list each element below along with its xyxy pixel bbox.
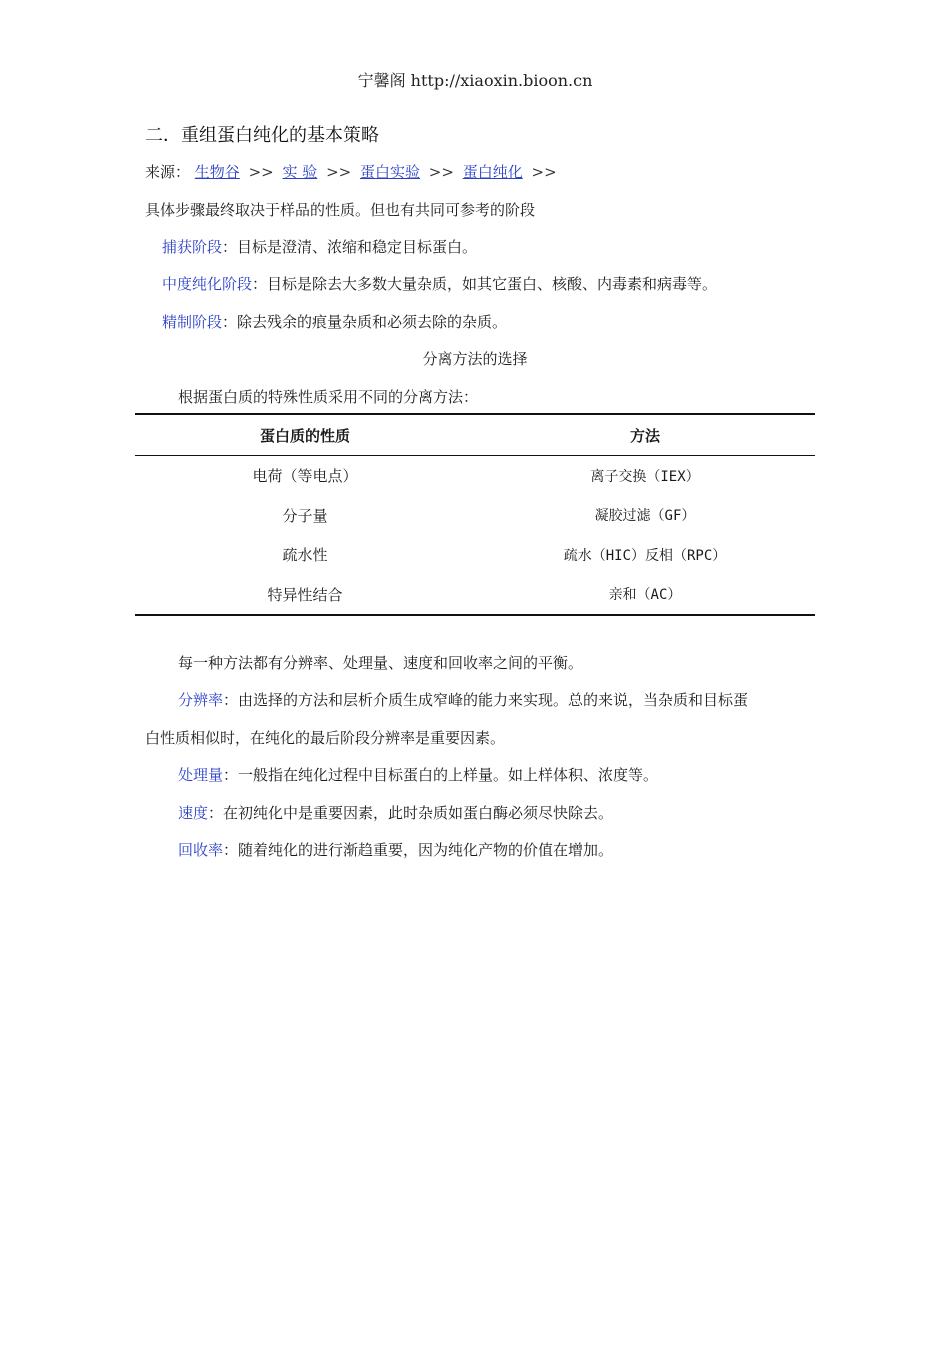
property-cell: 分子量 <box>282 506 328 525</box>
property-cell: 疏水性 <box>282 546 328 565</box>
stage-text: ：目标是澄清、浓缩和稳定目标蛋白。 <box>222 238 478 256</box>
speed-text: ：在初纯化中是重要因素，此时杂质如蛋白酶必须尽快除去。 <box>208 804 614 822</box>
recovery-term: 回收率 <box>178 841 224 859</box>
property-cell: 电荷（等电点） <box>252 467 358 486</box>
method-cell: 离子交换（IEX） <box>590 468 700 485</box>
resolution-continued: 白性质相似时，在纯化的最后阶段分辨率是重要因素。 <box>145 729 506 747</box>
table-row <box>135 575 815 616</box>
stage-capture <box>162 236 477 257</box>
source-label: 来源： <box>145 163 191 181</box>
resolution-paragraph <box>178 689 748 710</box>
section-title: 二．重组蛋白纯化的基本策略 <box>145 125 379 146</box>
breadcrumb-separator: >> <box>428 163 454 181</box>
stage-term: 捕获阶段 <box>162 238 223 256</box>
table-row <box>135 496 815 536</box>
source-breadcrumb <box>145 161 561 182</box>
balance-text: 每一种方法都有分辨率、处理量、速度和回收率之间的平衡。 <box>178 654 584 672</box>
stage-text: ：目标是除去大多数大量杂质，如其它蛋白、核酸、内毒素和病毒等。 <box>252 275 718 293</box>
section-heading: 分离方法的选择 <box>422 350 528 368</box>
stage-intermediate <box>162 273 717 294</box>
table-header-row <box>135 414 815 456</box>
stage-term: 中度纯化阶段 <box>162 275 253 293</box>
intro-text: 具体步骤最终取决于样品的性质。但也有共同可参考的阶段 <box>145 201 536 219</box>
breadcrumb-link-protein-purification[interactable]: 蛋白纯化 <box>462 163 523 181</box>
column-header-method: 方法 <box>475 414 815 456</box>
speed-term: 速度 <box>178 804 209 822</box>
breadcrumb-separator: >> <box>531 163 557 181</box>
breadcrumb-separator: >> <box>326 163 352 181</box>
method-cell: 疏水（HIC）反相（RPC） <box>563 547 727 564</box>
resolution-text: ：由选择的方法和层析介质生成窄峰的能力来实现。总的来说，当杂质和目标蛋 <box>223 691 749 709</box>
stage-polishing <box>162 311 507 332</box>
stage-text: ：除去残余的痕量杂质和必须去除的杂质。 <box>222 313 508 331</box>
resolution-term: 分辨率 <box>178 691 224 709</box>
table-row <box>135 535 815 575</box>
method-cell: 亲和（AC） <box>475 575 815 616</box>
stage-term: 精制阶段 <box>162 313 223 331</box>
breadcrumb-link-protein-experiment[interactable]: 蛋白实验 <box>360 163 421 181</box>
separation-methods-table <box>135 413 815 616</box>
throughput-paragraph <box>178 764 658 785</box>
table-intro: 根据蛋白质的特殊性质采用不同的分离方法： <box>178 388 479 406</box>
throughput-text: ：一般指在纯化过程中目标蛋白的上样量。如上样体积、浓度等。 <box>223 766 659 784</box>
property-cell: 特异性结合 <box>135 575 475 616</box>
column-header-property: 蛋白质的性质 <box>135 414 475 456</box>
table-row <box>135 456 815 496</box>
breadcrumb-link-bioon[interactable]: 生物谷 <box>194 163 240 181</box>
recovery-paragraph <box>178 839 613 860</box>
page-header: 宁馨阁 http://xiaoxin.bioon.cn <box>357 71 593 90</box>
recovery-text: ：随着纯化的进行渐趋重要，因为纯化产物的价值在增加。 <box>223 841 614 859</box>
breadcrumb-link-experiment[interactable]: 实 验 <box>282 163 318 181</box>
speed-paragraph <box>178 802 613 823</box>
breadcrumb-separator: >> <box>248 163 274 181</box>
method-cell: 凝胶过滤（GF） <box>594 508 696 525</box>
throughput-term: 处理量 <box>178 766 224 784</box>
